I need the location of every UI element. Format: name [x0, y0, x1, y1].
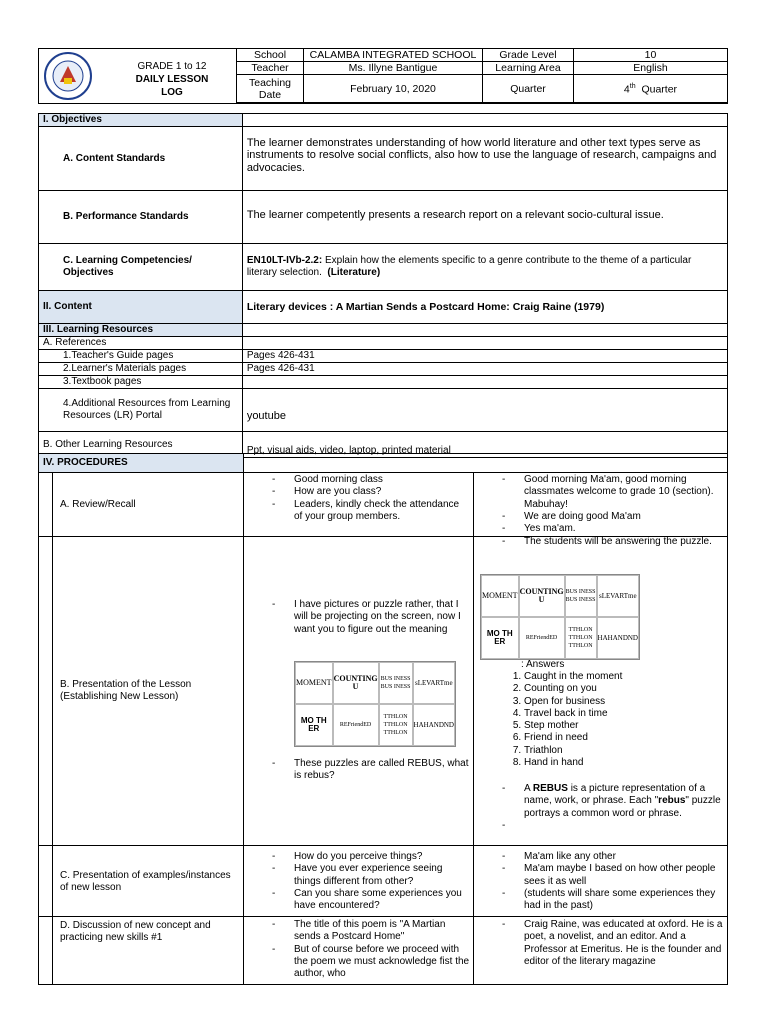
- content-standards-label: A. Content Standards: [39, 127, 243, 191]
- lm-label: 2.Learner's Materials pages: [39, 363, 243, 376]
- rebus-tile: MO TH ER: [481, 617, 519, 659]
- rebus-image-student: [480, 574, 640, 660]
- list-item: - These puzzles are called REBUS, what is rebus?: [272, 758, 470, 783]
- objectives-table: [38, 113, 728, 458]
- rebus-tile: REFriendED: [333, 704, 379, 746]
- discussion-student-list: [478, 919, 724, 968]
- performance-standards-text: The learner competently presents a research report on a relevant socio-cultural issue.: [242, 191, 727, 244]
- other-resources-label: B. Other Learning Resources: [39, 432, 243, 458]
- examples-label: C. Presentation of examples/instances of new lesson: [60, 870, 231, 893]
- lr-portal-value: youtube: [242, 389, 727, 432]
- list-item: - (students will share some experiences they had in the past): [502, 888, 724, 913]
- rebus-tile: MOMENT: [295, 662, 333, 704]
- list-item: - How are you class?: [272, 486, 470, 498]
- presentation-teacher-list-2: [248, 758, 470, 783]
- list-item: - I have pictures or puzzle rather, that I will be projecting on the screen, now I want you to figure out the meaning: [272, 599, 470, 636]
- list-item: - Can you share some experiences you have encountered?: [272, 888, 470, 913]
- content-standards-text: The learner demonstrates understanding of how world literature and other text types serve as instruments to resolve social conflicts, also how to use the language of research, campaigns and advocacies.: [242, 127, 727, 191]
- presentation-teacher-list-1: [248, 599, 470, 636]
- presentation-student-list: [478, 536, 724, 548]
- content-heading: II. Content: [39, 291, 243, 324]
- list-item: - Craig Raine, was educated at oxford. He is a poet, a novelist, and an editor. And a Professor at Emeritus. He is the founder and editor of the literary magazine: [502, 919, 724, 968]
- discussion-label: D. Discussion of new concept and practicing new skills #1: [60, 920, 211, 943]
- list-item: 8. Hand in hand: [524, 757, 724, 769]
- list-item: 4. Travel back in time: [524, 708, 724, 720]
- resources-heading: III. Learning Resources: [39, 324, 243, 337]
- rebus-image-teacher: [294, 661, 456, 747]
- review-student-list: [478, 474, 724, 535]
- list-item: - Yes ma'am.: [502, 523, 724, 535]
- list-item: - Good morning class: [272, 474, 470, 486]
- rebus-tile: HAHANDND: [597, 617, 639, 659]
- quarter-value: 4th Quarter: [574, 75, 728, 103]
- rebus-tile: BUS INESS BUS INESS: [379, 662, 413, 704]
- lr-portal-label: 4.Additional Resources from Learning Resources (LR) Portal: [39, 389, 243, 432]
- rebus-tile: COUNTING U: [519, 575, 565, 617]
- rebus-tile: MOMENT: [481, 575, 519, 617]
- discussion-teacher-list: [248, 919, 470, 980]
- presentation-label: B. Presentation of the Lesson (Establishing New Lesson): [60, 679, 192, 702]
- performance-standards-label: B. Performance Standards: [39, 191, 243, 244]
- procedures-heading-spacer: [243, 453, 728, 473]
- procedures-heading: IV. PROCEDURES: [38, 453, 244, 473]
- references-label: A. References: [39, 337, 243, 350]
- list-item: - But of course before we proceed with the poem we must acknowledge fist the author, who: [272, 944, 470, 981]
- list-item: - Ma'am like any other: [502, 851, 724, 863]
- rebus-tile: COUNTING U: [333, 662, 379, 704]
- list-item: 1. Caught in the moment: [524, 671, 724, 683]
- review-teacher-list: [248, 474, 470, 523]
- grade-level-value: 10: [574, 49, 728, 62]
- list-item: - The title of this poem is "A Martian sends a Postcard Home": [272, 919, 470, 944]
- examples-teacher-list: [248, 851, 470, 912]
- rebus-tile: sLEVARTme: [413, 662, 455, 704]
- tg-label: 1.Teacher's Guide pages: [39, 350, 243, 363]
- rebus-tile: HAHANDND: [413, 704, 455, 746]
- examples-student-list: [478, 851, 724, 912]
- list-item: - How do you perceive things?: [272, 851, 470, 863]
- rebus-tile: sLEVARTme: [597, 575, 639, 617]
- dll-title: GRADE 1 to 12 DAILY LESSON LOG: [135, 61, 209, 98]
- teacher-label: Teacher: [237, 62, 304, 75]
- learning-area-label: Learning Area: [483, 62, 574, 75]
- list-item: 6. Friend in need: [524, 732, 724, 744]
- competencies-label: C. Learning Competencies/ Objectives: [39, 244, 243, 291]
- objectives-heading: I. Objectives: [39, 114, 243, 127]
- textbook-value: [242, 376, 727, 389]
- list-item: - Have you ever experience seeing things different from other?: [272, 863, 470, 888]
- content-value: Literary devices : A Martian Sends a Postcard Home: Craig Raine (1979): [242, 291, 727, 324]
- list-item: - Leaders, kindly check the attendance of your group members.: [272, 499, 470, 524]
- lm-value: Pages 426-431: [242, 363, 727, 376]
- rebus-tile: TTHLON TTHLON TTHLON: [565, 617, 597, 659]
- list-item: 2. Counting on you: [524, 683, 724, 695]
- rebus-tile: BUS INESS BUS INESS: [565, 575, 597, 617]
- list-item: 3. Open for business: [524, 696, 724, 708]
- list-item: - Ma'am maybe I based on how other people sees it as well: [502, 863, 724, 888]
- teaching-date-label: Teaching Date: [237, 75, 304, 103]
- teacher-value: Ms. Illyne Bantigue: [304, 62, 483, 75]
- list-item: - A REBUS is a picture representation of a name, work, or phrase. Each "rebus" puzzle portrays a common word or phrase.: [502, 783, 724, 820]
- rebus-tile: TTHLON TTHLON TTHLON: [379, 704, 413, 746]
- school-label: School: [237, 49, 304, 62]
- list-item: 5. Step mother: [524, 720, 724, 732]
- list-item: 7. Triathlon: [524, 745, 724, 757]
- list-item: - Good morning Ma'am, good morning classmates welcome to grade 10 (section). Mabuhay!: [502, 474, 724, 511]
- list-item: - We are doing good Ma'am: [502, 511, 724, 523]
- seal-icon: [44, 52, 92, 100]
- competencies-text: EN10LT-IVb-2.2: Explain how the elements specific to a genre contribute to the theme of a particular literary selection. (Literature): [242, 244, 727, 291]
- quarter-label: Quarter: [483, 75, 574, 103]
- rebus-tile: REFriendED: [519, 617, 565, 659]
- rebus-tile: MO TH ER: [295, 704, 333, 746]
- review-label: A. Review/Recall: [60, 499, 136, 510]
- rebus-definition: [478, 783, 724, 832]
- deped-seal: [44, 52, 114, 100]
- grade-level-label: Grade Level: [483, 49, 574, 62]
- list-item: [502, 820, 724, 832]
- learning-area-value: English: [574, 62, 728, 75]
- header-table: [236, 48, 728, 103]
- other-resources-value: Ppt, visual aids, video, laptop, printed material: [242, 432, 727, 458]
- teaching-date-value: February 10, 2020: [304, 75, 483, 103]
- school-value: CALAMBA INTEGRATED SCHOOL: [304, 49, 483, 62]
- tg-value: Pages 426-431: [242, 350, 727, 363]
- textbook-label: 3.Textbook pages: [39, 376, 243, 389]
- answers-list: [478, 671, 724, 769]
- list-item: - The students will be answering the puzzle.: [502, 536, 724, 548]
- answers-label: : Answers: [521, 659, 565, 670]
